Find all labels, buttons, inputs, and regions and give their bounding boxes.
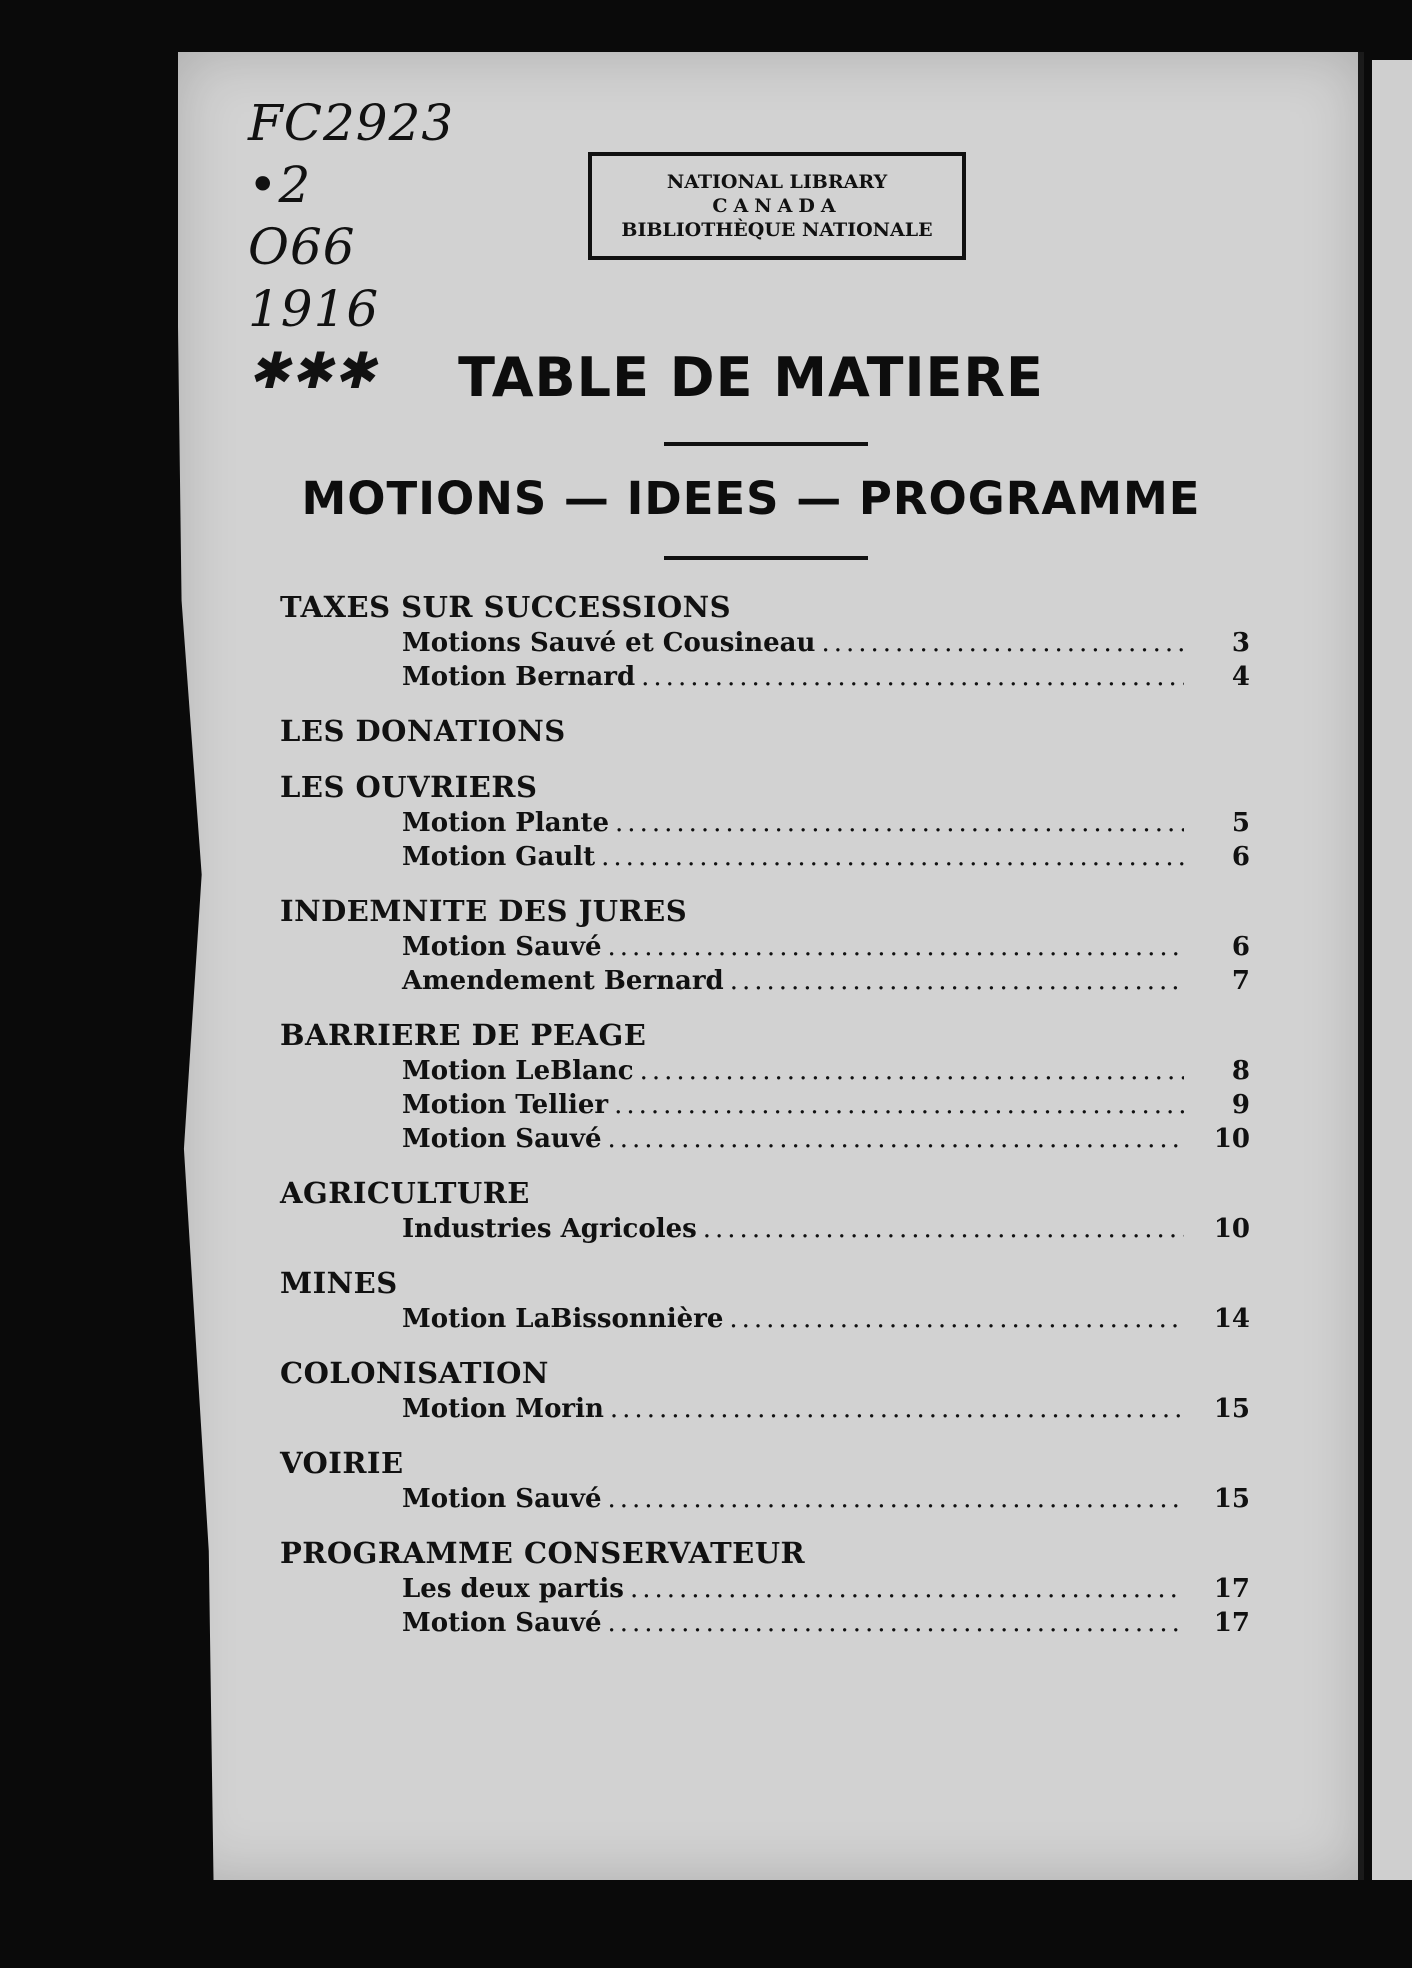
- toc-entry-page: 3: [1231, 628, 1250, 658]
- toc-entry-label: Motion Sauvé: [402, 1124, 602, 1154]
- toc-entry-page: 8: [1231, 1056, 1250, 1086]
- toc-entry: [402, 840, 1250, 874]
- table-of-contents: [280, 588, 1250, 1658]
- toc-section: [280, 1534, 1250, 1640]
- dot-leader: [821, 626, 1184, 660]
- toc-entry-label: Motions Sauvé et Cousineau: [402, 628, 816, 658]
- toc-entry-page: 10: [1213, 1214, 1250, 1244]
- toc-entry: [402, 1482, 1250, 1516]
- toc-section-heading: LES DONATIONS: [280, 714, 566, 748]
- toc-entry: [402, 806, 1250, 840]
- toc-entry: [402, 1572, 1250, 1606]
- toc-entry-label: Industries Agricoles: [402, 1214, 697, 1244]
- toc-entry-label: Motion Sauvé: [402, 1608, 602, 1638]
- dot-leader: [607, 930, 1184, 964]
- handnote-line: ✱✱✱: [248, 342, 377, 400]
- toc-entry-page: 15: [1213, 1484, 1250, 1514]
- dot-leader: [615, 806, 1184, 840]
- toc-entry-label: Motion Tellier: [402, 1090, 609, 1120]
- dot-leader: [614, 1088, 1184, 1122]
- toc-section-heading: TAXES SUR SUCCESSIONS: [280, 590, 732, 624]
- toc-section-heading: PROGRAMME CONSERVATEUR: [280, 1536, 806, 1570]
- stamp-line: BIBLIOTHÈQUE NATIONALE: [621, 219, 933, 241]
- dot-leader: [730, 964, 1184, 998]
- toc-entry: [402, 1088, 1250, 1122]
- handnote-line: 1916: [248, 280, 380, 338]
- page-title: TABLE DE MATIERE: [458, 346, 1044, 409]
- dot-leader: [607, 1122, 1184, 1156]
- toc-section: [280, 1354, 1250, 1426]
- toc-section-heading: COLONISATION: [280, 1356, 549, 1390]
- toc-entry-page: 7: [1231, 966, 1250, 996]
- toc-entry-label: Les deux partis: [402, 1574, 624, 1604]
- toc-entry-page: 10: [1213, 1124, 1250, 1154]
- dot-leader: [729, 1302, 1184, 1336]
- facing-page-edge: [1372, 60, 1412, 1880]
- stamp-line: CANADA: [712, 195, 842, 217]
- toc-section: [280, 892, 1250, 998]
- toc-section-heading: LES OUVRIERS: [280, 770, 538, 804]
- toc-entry-page: 14: [1213, 1304, 1250, 1334]
- toc-entry: [402, 1212, 1250, 1246]
- stamp-line: NATIONAL LIBRARY: [666, 171, 888, 193]
- toc-section: [280, 1444, 1250, 1516]
- page-spine: [1358, 52, 1364, 1880]
- title-rule: [664, 442, 868, 446]
- toc-entry: [402, 1606, 1250, 1640]
- toc-entry: [402, 660, 1250, 694]
- toc-section: [280, 1016, 1250, 1156]
- handnote-line: FC2923: [248, 94, 455, 152]
- subtitle-rule: [664, 556, 868, 560]
- toc-entry-page: 15: [1213, 1394, 1250, 1424]
- dot-leader: [610, 1392, 1184, 1426]
- dot-leader: [630, 1572, 1184, 1606]
- page-subtitle: MOTIONS — IDEES — PROGRAMME: [301, 472, 1201, 525]
- toc-section: [280, 712, 1250, 750]
- toc-entry-label: Motion Bernard: [402, 662, 636, 692]
- toc-section: [280, 588, 1250, 694]
- dot-leader: [607, 1606, 1184, 1640]
- toc-section: [280, 1264, 1250, 1336]
- toc-entry-page: 6: [1231, 932, 1250, 962]
- dot-leader: [703, 1212, 1184, 1246]
- library-stamp: [588, 152, 966, 260]
- toc-entry-label: Motion Gault: [402, 842, 596, 872]
- toc-section: [280, 768, 1250, 874]
- toc-entry-page: 4: [1231, 662, 1250, 692]
- toc-entry-label: Motion LeBlanc: [402, 1056, 634, 1086]
- toc-section-heading: VOIRIE: [280, 1446, 404, 1480]
- handnote-line: •2: [248, 156, 312, 214]
- toc-entry-label: Amendement Bernard: [402, 966, 724, 996]
- toc-entry-label: Motion Morin: [402, 1394, 604, 1424]
- dot-leader: [607, 1482, 1184, 1516]
- toc-entry-page: 6: [1231, 842, 1250, 872]
- toc-section: [280, 1174, 1250, 1246]
- toc-section-heading: AGRICULTURE: [280, 1176, 530, 1210]
- toc-entry-page: 5: [1231, 808, 1250, 838]
- toc-section-heading: MINES: [280, 1266, 398, 1300]
- toc-entry: [402, 1392, 1250, 1426]
- toc-entry-label: Motion Sauvé: [402, 1484, 602, 1514]
- toc-entry: [402, 964, 1250, 998]
- toc-entry-label: Motion LaBissonnière: [402, 1304, 724, 1334]
- toc-entry: [402, 930, 1250, 964]
- dot-leader: [640, 1054, 1184, 1088]
- toc-entry-page: 17: [1213, 1574, 1250, 1604]
- toc-entry: [402, 1122, 1250, 1156]
- toc-entry: [402, 1302, 1250, 1336]
- toc-entry-label: Motion Plante: [402, 808, 610, 838]
- toc-entry-label: Motion Sauvé: [402, 932, 602, 962]
- dot-leader: [641, 660, 1184, 694]
- toc-section-heading: INDEMNITE DES JURES: [280, 894, 688, 928]
- toc-entry: [402, 626, 1250, 660]
- handnote-line: O66: [248, 218, 356, 276]
- toc-entry-page: 9: [1231, 1090, 1250, 1120]
- toc-entry: [402, 1054, 1250, 1088]
- dot-leader: [601, 840, 1184, 874]
- toc-section-heading: BARRIERE DE PEAGE: [280, 1018, 647, 1052]
- toc-entry-page: 17: [1213, 1608, 1250, 1638]
